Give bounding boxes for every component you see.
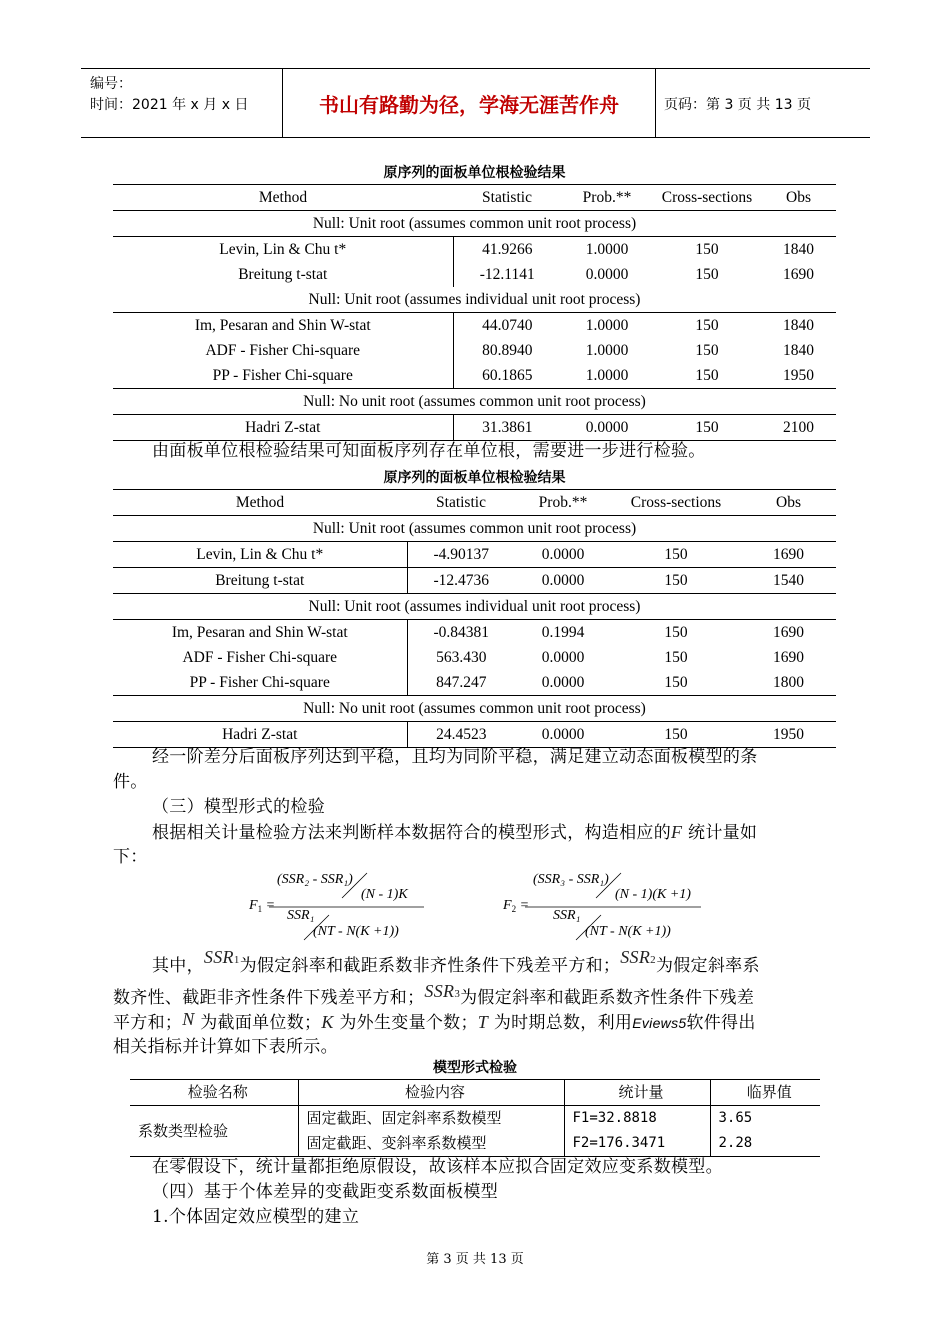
column-header: Obs	[741, 490, 836, 516]
variable-ssr1: SSR1	[203, 947, 240, 967]
paragraph-4-line4: 相关指标并计算如下表所示。	[113, 1037, 338, 1057]
table-header-row	[113, 490, 836, 516]
cross-sections-cell: 150	[695, 342, 719, 359]
null-hypothesis-row: Null: No unit root (assumes common unit root process)	[113, 696, 836, 722]
obs-cell: 1540	[773, 572, 804, 589]
obs-cell: 2100	[761, 415, 836, 441]
table-row	[130, 1106, 820, 1132]
table-row	[113, 722, 836, 748]
null-hypothesis-row: Null: Unit root (assumes common unit root process)	[113, 211, 836, 237]
column-header: 统计量	[564, 1080, 710, 1106]
method-cell: PP - Fisher Chi-square	[113, 670, 407, 696]
table2	[113, 489, 836, 748]
prob-cell: 0.0000	[541, 649, 585, 666]
statistic-cell: 563.430	[436, 649, 487, 666]
table-row	[113, 670, 836, 696]
obs-cell: 1800	[773, 674, 804, 691]
column-header: Prob.**	[515, 490, 611, 516]
method-cell: Breitung t-stat	[113, 568, 407, 594]
formula-lhs: $F_1$ =	[249, 898, 276, 914]
statistic-cell: -12.1141	[479, 266, 535, 283]
column-header: 检验名称	[130, 1080, 298, 1106]
table-row	[113, 313, 836, 339]
paragraph-4-text: 平方和；	[113, 1013, 183, 1033]
statistic-cell: -12.4736	[433, 572, 490, 589]
table-header-row	[113, 185, 836, 211]
cross-sections-cell: 150	[664, 624, 688, 641]
header-motto: 书山有路勤为径，学海无涯苦作舟	[319, 92, 619, 117]
table-row	[113, 363, 836, 389]
cross-sections-cell: 150	[664, 572, 688, 589]
paragraph-4-text: 软件得出	[686, 1013, 756, 1033]
obs-cell: 1690	[773, 546, 804, 563]
paragraph-4-text: 为假定斜率和截距系数齐性条件下残差	[460, 988, 755, 1008]
method-cell: Levin, Lin & Chu t*	[113, 542, 407, 568]
table3-caption: 模型形式检验	[433, 1060, 517, 1076]
paragraph-3-text: 根据相关计量检验方法来判断样本数据符合的模型形式，构造相应的	[152, 823, 671, 843]
prob-cell: 0.1994	[541, 624, 585, 641]
prob-cell: 0.0000	[561, 415, 653, 441]
paragraph-4-text: 为假定斜率和截距系数非齐性条件下残差平方和；	[239, 956, 621, 976]
table-header-row	[130, 1080, 820, 1106]
method-cell: PP - Fisher Chi-square	[113, 363, 453, 389]
paragraph-4-text: 为假定斜率系	[655, 956, 760, 976]
header-page-info: 页码：第 3 页 共 13 页	[664, 97, 811, 113]
prob-cell: 0.0000	[515, 722, 611, 748]
column-header: Obs	[761, 185, 836, 211]
method-cell: Hadri Z-stat	[113, 722, 407, 748]
statistic-cell: F2=176.3471	[564, 1131, 710, 1157]
column-header: Method	[113, 490, 407, 516]
column-header: Cross-sections	[653, 185, 761, 211]
cross-sections-cell: 150	[695, 241, 719, 258]
software-name: Eviews5	[632, 1015, 687, 1031]
section-heading-5: 1.个体固定效应模型的建立	[152, 1207, 360, 1227]
cross-sections-cell: 150	[695, 266, 719, 283]
null-hypothesis-row: Null: Unit root (assumes individual unit root process)	[113, 594, 836, 620]
paragraph-4-line3	[113, 1010, 756, 1036]
statistic-cell: -4.90137	[433, 546, 490, 563]
paragraph-4-text: 其中，	[152, 956, 204, 976]
table-row	[113, 542, 836, 568]
paragraph-3-text: 统计量如	[688, 823, 758, 843]
table-row	[113, 620, 836, 646]
paragraph-2-line1: 经一阶差分后面板序列达到平稳，且均为同阶平稳，满足建立动态面板模型的条	[152, 747, 758, 767]
prob-cell: 1.0000	[585, 342, 629, 359]
variable-t: T	[477, 1012, 489, 1032]
obs-cell: 1690	[773, 649, 804, 666]
formula-denominator-bottom: (NT - N(K +1))	[585, 924, 671, 939]
header-meta	[90, 74, 248, 116]
formula-numerator-top: (SSR₃ - SSR₁)	[533, 872, 609, 887]
obs-cell: 1950	[741, 722, 836, 748]
method-cell: Breitung t-stat	[113, 262, 453, 287]
formula-lhs: $F_2$ =	[503, 898, 530, 914]
cross-sections-cell: 150	[695, 317, 719, 334]
table-row	[113, 338, 836, 363]
prob-cell: 1.0000	[585, 241, 629, 258]
page-footer: 第 3 页 共 13 页	[426, 1252, 524, 1267]
column-header: Cross-sections	[611, 490, 741, 516]
number-label: 编号：	[90, 76, 132, 92]
test-name-cell: 系数类型检验	[130, 1106, 298, 1157]
statistic-cell: 31.3861	[453, 415, 561, 441]
formula-f2	[503, 868, 703, 946]
table-row	[113, 237, 836, 263]
obs-cell: 1690	[783, 266, 814, 283]
method-cell: Im, Pesaran and Shin W-stat	[113, 313, 453, 339]
prob-cell: 1.0000	[585, 367, 629, 384]
variable-n: N	[182, 1009, 195, 1029]
formula-numerator-top: (SSR₂ - SSR₁)	[277, 872, 353, 887]
prob-cell: 0.0000	[541, 546, 585, 563]
table-row	[113, 262, 836, 287]
prob-cell: 0.0000	[585, 266, 629, 283]
paragraph-1: 由面板单位根检验结果可知面板序列存在单位根，需要进一步进行检验。	[152, 441, 706, 461]
critical-value-cell: 2.28	[710, 1131, 820, 1157]
time-label: 时间：2021 年 x 月 x 日	[90, 97, 249, 113]
statistic-cell: 24.4523	[407, 722, 515, 748]
prob-cell: 1.0000	[585, 317, 629, 334]
paragraph-4-line1	[152, 947, 760, 981]
prob-cell: 0.0000	[541, 674, 585, 691]
column-header: Statistic	[453, 185, 561, 211]
statistic-cell: 44.0740	[482, 317, 533, 334]
method-cell: ADF - Fisher Chi-square	[113, 645, 407, 670]
formula-denominator-top: SSR₁	[553, 908, 581, 923]
cross-sections-cell: 150	[664, 674, 688, 691]
table1-caption: 原序列的面板单位根检验结果	[383, 165, 566, 181]
obs-cell: 1840	[783, 241, 814, 258]
header-divider	[655, 69, 656, 137]
prob-cell: 0.0000	[541, 572, 585, 589]
test-content-cell: 固定截距、变斜率系数模型	[298, 1131, 564, 1157]
paragraph-4-text: 数齐性、截距非齐性条件下残差平方和；	[113, 988, 425, 1008]
formula-numerator-bottom: (N - 1)K	[361, 887, 408, 902]
variable-f: F	[671, 822, 683, 842]
paragraph-3-line2: 下：	[113, 847, 148, 867]
cross-sections-cell: 150	[664, 649, 688, 666]
table3	[130, 1079, 820, 1157]
table2-caption: 原序列的面板单位根检验结果	[383, 470, 566, 486]
paragraph-4-text: 为截面单位数；	[200, 1013, 322, 1033]
table1	[113, 184, 836, 441]
paragraph-4-text: 为外生变量个数；	[339, 1013, 478, 1033]
test-content-cell: 固定截距、固定斜率系数模型	[298, 1106, 564, 1132]
method-cell: Im, Pesaran and Shin W-stat	[113, 620, 407, 646]
formula-f1	[249, 868, 429, 946]
statistic-cell: F1=32.8818	[564, 1106, 710, 1132]
obs-cell: 1840	[783, 342, 814, 359]
null-hypothesis-row: Null: Unit root (assumes individual unit root process)	[113, 287, 836, 313]
cross-sections-cell: 150	[611, 722, 741, 748]
section-heading-3: （三）模型形式的检验	[152, 797, 325, 817]
paragraph-3-line1	[152, 820, 757, 846]
obs-cell: 1840	[783, 317, 814, 334]
paragraph-5: 在零假设下，统计量都拒绝原假设，故该样本应拟合固定效应变系数模型。	[152, 1157, 723, 1177]
obs-cell: 1690	[773, 624, 804, 641]
statistic-cell: 60.1865	[482, 367, 533, 384]
formula-denominator-top: SSR₁	[287, 908, 315, 923]
statistic-cell: 41.9266	[482, 241, 533, 258]
cross-sections-cell: 150	[653, 415, 761, 441]
paragraph-4-line2	[113, 981, 755, 1013]
page-header	[81, 68, 870, 138]
method-cell: ADF - Fisher Chi-square	[113, 338, 453, 363]
variable-k: K	[321, 1012, 334, 1032]
column-header: 检验内容	[298, 1080, 564, 1106]
column-header: 临界值	[710, 1080, 820, 1106]
formula-numerator-bottom: (N - 1)(K +1)	[615, 887, 691, 902]
statistic-cell: 847.247	[436, 674, 487, 691]
statistic-cell: 80.8940	[482, 342, 533, 359]
section-heading-4: （四）基于个体差异的变截距变系数面板模型	[152, 1182, 498, 1202]
column-header: Statistic	[407, 490, 515, 516]
cross-sections-cell: 150	[695, 367, 719, 384]
table-row	[113, 568, 836, 594]
formula-denominator-bottom: (NT - N(K +1))	[313, 924, 399, 939]
method-cell: Levin, Lin & Chu t*	[113, 237, 453, 263]
critical-value-cell: 3.65	[718, 1110, 753, 1126]
obs-cell: 1950	[783, 367, 814, 384]
null-hypothesis-row: Null: No unit root (assumes common unit root process)	[113, 389, 836, 415]
column-header: Method	[113, 185, 453, 211]
variable-ssr3: SSR3	[424, 981, 461, 1001]
table-row	[113, 645, 836, 670]
paragraph-4-text: 为时期总数，利用	[493, 1013, 633, 1033]
null-hypothesis-row: Null: Unit root (assumes common unit root process)	[113, 516, 836, 542]
paragraph-2-line2: 件。	[113, 772, 148, 792]
table-row	[113, 415, 836, 441]
column-header: Prob.**	[561, 185, 653, 211]
method-cell: Hadri Z-stat	[113, 415, 453, 441]
variable-ssr2: SSR2	[620, 947, 656, 967]
cross-sections-cell: 150	[664, 546, 688, 563]
statistic-cell: -0.84381	[433, 624, 490, 641]
